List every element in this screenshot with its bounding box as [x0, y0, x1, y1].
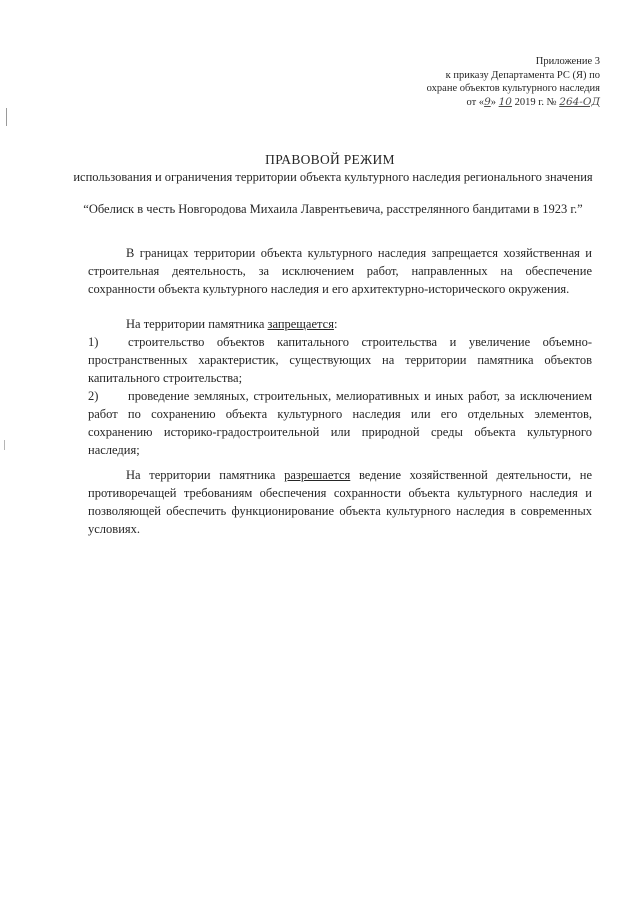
allowed-keyword: разрешается: [284, 468, 351, 482]
prohibited-intro-line: [88, 315, 592, 333]
date-prefix: от «: [466, 96, 485, 108]
order-number: 264-ОД: [559, 95, 600, 108]
scan-artifact: [6, 108, 7, 126]
item-text: строительство объектов капитального строительства и увеличение объемно-пространственных характеристик, существующих на территории памятника объектов капитального строительства;: [88, 335, 592, 385]
object-name: “Обелиск в честь Новгородова Михаила Лаврентьевича, расстрелянного бандитами в 1923 г.”: [83, 202, 583, 216]
document-subtitle: использования и ограничения территории объекта культурного наследия регионального значения: [73, 170, 593, 184]
allowed-text: ведение хозяйственной деятельности, не противоречащей требованиям обеспечения сохранности объекта культурного наследия и позволяющей обеспечить функционирование объекта культурного наследия в современных условиях.: [88, 468, 593, 536]
document-title: ПРАВОВОЙ РЕЖИМ: [265, 152, 395, 167]
annex-line-3: охране объектов культурного наследия: [426, 83, 600, 94]
prohibited-colon: :: [333, 317, 338, 331]
annex-line-2: к приказу Департамента РС (Я) по: [445, 69, 600, 81]
prohibited-keyword: запрещается: [267, 317, 334, 331]
date-mid: »: [490, 96, 496, 108]
list-item: [88, 387, 592, 459]
annex-line-1: Приложение 3: [535, 56, 600, 67]
item-text: проведение земляных, строительных, мелиоративных и иных работ, за исключением работ по сохранению объекта культурного наследия или его отдельных элементов, сохранению историко-градостроительной или природной среды объекта культурного наследия;: [88, 389, 592, 457]
allowed-section: [88, 466, 592, 538]
list-item: [88, 333, 592, 387]
date-month: 10: [498, 95, 512, 108]
date-day: 9: [484, 95, 491, 108]
prohibited-intro: На территории памятника: [126, 317, 265, 331]
annex-header: [340, 55, 600, 109]
scan-artifact: [4, 440, 5, 450]
allowed-intro: На территории памятника: [126, 468, 276, 482]
paragraph-general: В границах территории объекта культурного наследия запрещается хозяйственная и строительная деятельность, за исключением работ, направленных на обеспечение сохранности объекта культурного наследия и его архитектурно-исторического окружения.: [88, 246, 592, 296]
annex-date-line: [340, 96, 600, 110]
date-year: 2019 г. №: [514, 96, 557, 108]
item-number: 2): [88, 389, 99, 403]
prohibited-section: [88, 315, 592, 459]
item-number: 1): [88, 335, 99, 349]
